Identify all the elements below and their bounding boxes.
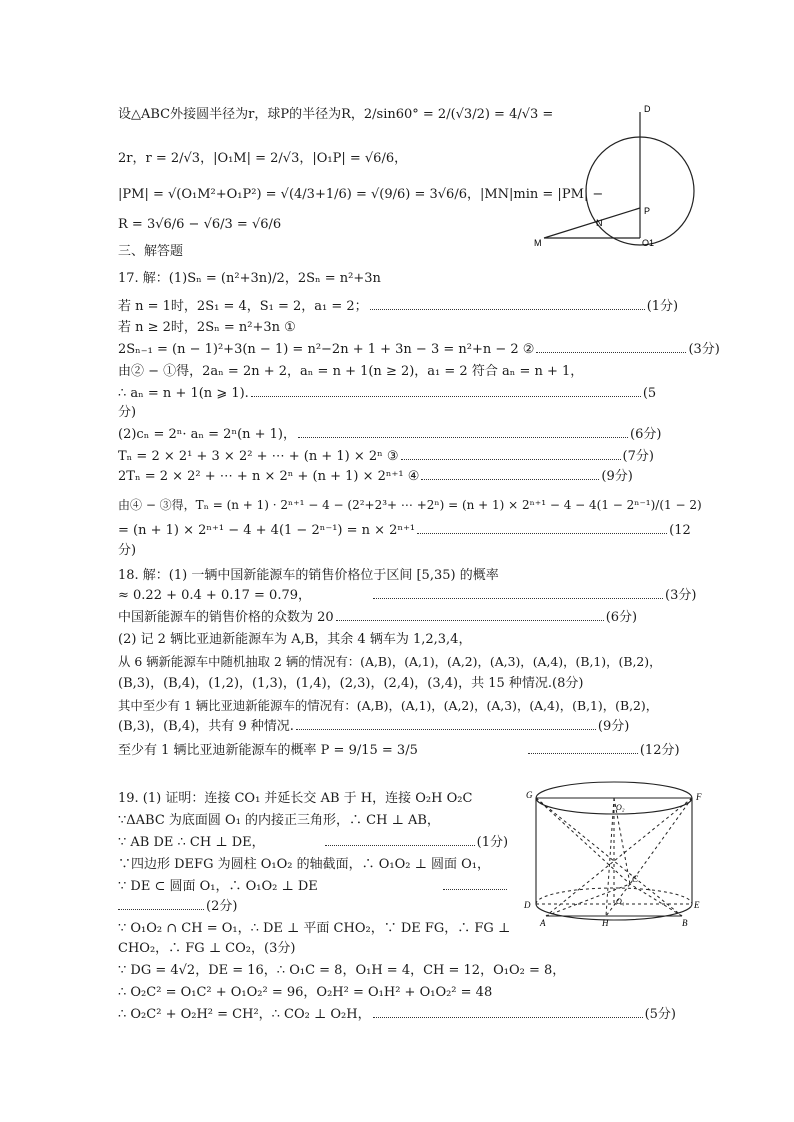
q17-line-4: 2Sₙ₋₁ = (n − 1)²+3(n − 1) = n²−2n + 1 + 3n − 3 = n²+n − 2 ② (3分) [118,342,720,357]
q19-line-10: ∴ O₂C² = O₁C² + O₁O₂² = 96，O₂H² = O₁H² + O₁O₂² = 48 [118,985,493,1000]
q18-line-2: ≈ 0.22 + 0.4 + 0.17 = 0.79， (3分) [118,588,697,603]
top-line-1: 设△ABC外接圆半径为r，球P的半径为R，2/sin60° = 2/(√3/2) = 4/√3 = [118,107,554,122]
q17-line-5: 由② − ①得，2aₙ = 2n + 2，aₙ = n + 1(n ≥ 2)，a₁ = 2 符合 aₙ = n + 1， [118,364,584,379]
q19-line-2: ∵ΔABC 为底面圆 O₁ 的内接正三角形，∴ CH ⊥ AB， [118,813,440,828]
q19-line-1: 19. (1) 证明：连接 CO₁ 并延长交 AB 于 H，连接 O₂H O₂C [118,791,473,806]
q18-line-3: 中国新能源车的销售价格的众数为 20 (6分) [118,610,638,625]
q17-line-9: Tₙ = 2 × 2¹ + 3 × 2² + ⋯ + (n + 1) × 2ⁿ ③ (7分) [118,449,654,464]
top-line-3: |PM| = √(O₁M²+O₁P²) = √(4/3+1/6) = √(9/6) = 3√6/6，|MN|min = |PM| − [118,187,604,202]
q17-line-10: 2Tₙ = 2 × 2² + ⋯ + n × 2ⁿ + (n + 1) × 2ⁿ⁺¹ ④ (9分) [118,469,633,484]
q17-line-13: 分) [118,543,137,558]
label-H: H [602,918,609,928]
q19-line-11: ∴ O₂C² + O₂H² = CH²，∴ CO₂ ⊥ O₂H， (5分) [118,1007,676,1022]
label-O1: O1 [642,238,655,248]
q19-line-3: ∵ AB DE ∴ CH ⊥ DE， (1分) [118,835,509,850]
label-P: P [644,206,651,216]
q19-line-9: ∵ DG = 4√2，DE = 16，∴ O₁C = 8，O₁H = 4，CH = 12，O₁O₂ = 8， [118,963,566,978]
q17-line-2: 若 n = 1时，2S₁ = 4，S₁ = 2，a₁ = 2； (1分) [118,299,679,314]
label-F: F [696,792,702,802]
label-B: B [682,918,688,928]
cylinder-figure [522,780,712,930]
q17-line-8: (2)cₙ = 2ⁿ· aₙ = 2ⁿ(n + 1)， (6分) [118,427,662,442]
q18-line-1: 18. 解：(1) 一辆中国新能源车的销售价格位于区间 [5,35) 的概率 [118,568,499,583]
top-line-2: 2r，r = 2/√3，|O₁M| = 2/√3，|O₁P| = √6/6， [118,151,408,166]
label-C: C [632,874,639,884]
q17-line-7: 分) [118,405,137,420]
q17-line-6: ∴ aₙ = n + 1(n ⩾ 1). (5 [118,386,657,401]
q18-line-8: (B,3)，(B,4)，共有 9 种情况. (9分) [118,719,630,734]
q17-line-11: 由④ − ③得，Tₙ = (n + 1) · 2ⁿ⁺¹ − 4 − (2²+2³+ ⋯ +2ⁿ) = (n + 1) × 2ⁿ⁺¹ − 4 − 4(1 − 2ⁿ⁻¹)/(1 − 2) [118,498,702,512]
q18-line-6: (B,3)，(B,4)，(1,2)，(1,3)，(1,4)，(2,3)，(2,4)，(3,4)，共 15 种情况.(8分) [118,676,584,691]
section-heading: 三、解答题 [118,244,184,259]
q18-line-5: 从 6 辆新能源车中随机抽取 2 辆的情况有：(A,B)，(A,1)，(A,2)，(A,3)，(A,4)，(B,1)，(B,2)， [118,654,662,669]
q19-line-4: ∵四边形 DEFG 为圆柱 O₁O₂ 的轴截面，∴ O₁O₂ ⊥ 圆面 O₁， [118,857,490,872]
q18-line-7: 其中至少有 1 辆比亚迪新能源车的情况有：(A,B)，(A,1)，(A,2)，(A,3)，(A,4)，(B,1)，(B,2)， [118,698,659,713]
label-O2: O₂ [616,803,625,812]
label-G: G [526,790,533,800]
top-line-4: R = 3√6/6 − √6/3 = √6/6 [118,217,282,232]
label-N: N [596,218,603,228]
label-E: E [694,900,700,910]
q18-line-4: (2) 记 2 辆比亚迪新能源车为 A,B，其余 4 辆车为 1,2,3,4， [118,632,472,647]
q19-line-8: CHO₂，∴ FG ⊥ CO₂，(3分) [118,941,296,956]
label-A: A [540,918,546,928]
label-D: D [524,900,531,910]
q19-line-7: ∵ O₁O₂ ∩ CH = O₁，∴ DE ⊥ 平面 CHO₂，∵ DE FG，∴ FG ⊥ [118,921,511,936]
q18-line-9: 至少有 1 辆比亚迪新能源车的概率 P = 9/15 = 3/5 (12分) [118,743,680,758]
q17-line-3: 若 n ≥ 2时，2Sₙ = n²+3n ① [118,320,296,335]
label-M: M [534,238,542,248]
q17-line-1: 17. 解：(1)Sₙ = (n²+3n)/2，2Sₙ = n²+3n [118,271,381,286]
label-D: D [644,104,651,114]
q19-line-6: (2分) [118,898,237,916]
label-O1: O₁ [616,897,625,906]
sphere-figure [532,100,702,252]
q17-line-12: = (n + 1) × 2ⁿ⁺¹ − 4 + 4(1 − 2ⁿ⁻¹) = n × 2ⁿ⁺¹ (12 [118,523,691,538]
q19-line-5: ∵ DE ⊂ 圆面 O₁，∴ O₁O₂ ⊥ DE [118,878,509,896]
